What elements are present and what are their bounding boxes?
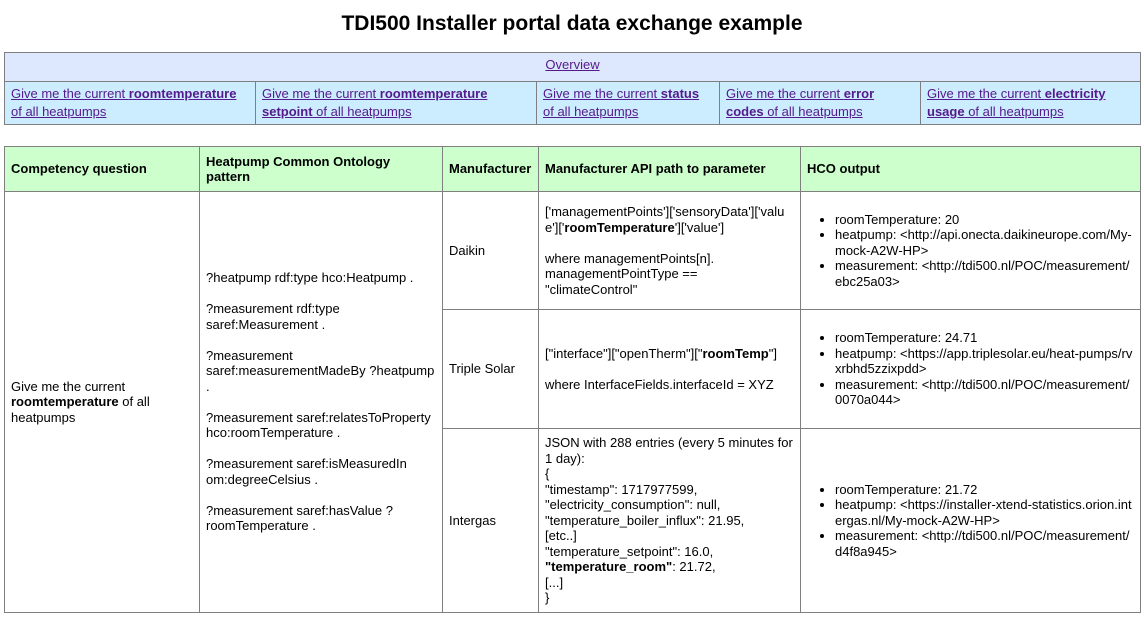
hco-output-cell <box>801 310 1141 429</box>
competency-question-cell: Give me the current roomtemperature of all heatpumps <box>5 192 200 613</box>
hco-output-cell <box>801 192 1141 310</box>
table-row <box>5 192 1141 310</box>
json-line: { <box>545 466 550 482</box>
json-line: "timestamp": 1717977599, <box>545 481 698 497</box>
output-list <box>807 212 1134 290</box>
api-where-clause: where managementPoints[n]. managementPointType == "climateControl" <box>545 250 715 297</box>
list-item: • roomTemperature: 20 <box>835 212 1134 228</box>
nav-link-status[interactable]: Give me the current status of all heatpumps <box>543 86 700 119</box>
page-title: TDI500 Installer portal data exchange example <box>341 12 803 35</box>
json-line: "temperature_boiler_influx": 21.95, <box>545 512 745 528</box>
list-item: • heatpump: <http://api.onecta.daikineurope.com/My-mock-A2W-HP> <box>835 227 1134 258</box>
hco-output-cell <box>801 429 1141 613</box>
json-line: } <box>545 590 550 606</box>
output-list <box>807 330 1134 408</box>
list-item: • heatpump: <https://installer-xtend-statistics.orion.intergas.nl/My-mock-A2W-HP> <box>835 497 1134 528</box>
pattern-line: ?measurement rdf:type saref:Measurement . <box>206 301 340 332</box>
navigation-table <box>4 52 1141 125</box>
header-manufacturer: Manufacturer <box>443 147 539 192</box>
header-competency: Competency question <box>5 147 200 192</box>
json-line: [etc..] <box>545 528 577 544</box>
output-list <box>807 482 1134 560</box>
list-item: • roomTemperature: 24.71 <box>835 330 1134 346</box>
overview-link[interactable]: Overview <box>545 57 600 72</box>
api-json-intro: JSON with 288 entries (every 5 minutes for 1 day): <box>545 435 793 466</box>
manufacturer-cell: Daikin <box>443 192 539 310</box>
pattern-line: ?heatpump rdf:type hco:Heatpump . <box>206 270 414 286</box>
ontology-pattern-cell <box>200 192 443 613</box>
api-path-cell <box>539 429 801 613</box>
json-line: [...] <box>545 574 564 590</box>
nav-link-roomtemperature[interactable]: Give me the current roomtemperature of all heatpumps <box>11 86 237 119</box>
nav-link-error-codes[interactable]: Give me the current error codes of all heatpumps <box>726 86 875 119</box>
pattern-line: ?measurement saref:measurementMadeBy ?heatpump . <box>206 347 435 394</box>
table-header-row <box>5 147 1141 192</box>
list-item: • measurement: <http://tdi500.nl/POC/measurement/ebc25a03> <box>835 258 1134 289</box>
manufacturer-cell: Triple Solar <box>443 310 539 429</box>
json-line: "temperature_room": 21.72, <box>545 559 716 575</box>
header-pattern: Heatpump Common Ontology pattern <box>200 147 443 192</box>
pattern-line: ?measurement saref:relatesToProperty hco:roomTemperature . <box>206 409 431 441</box>
header-api-path: Manufacturer API path to parameter <box>539 147 801 192</box>
list-item: • measurement: <http://tdi500.nl/POC/measurement/0070a044> <box>835 377 1134 408</box>
manufacturer-cell: Intergas <box>443 429 539 613</box>
header-hco-output: HCO output <box>801 147 1141 192</box>
nav-link-electricity-usage[interactable]: Give me the current electricity usage of all heatpumps <box>927 86 1106 119</box>
list-item: • roomTemperature: 21.72 <box>835 482 1134 498</box>
api-path-cell: ['managementPoints']['sensoryData']['value']['roomTemperature']['value'] where managementPoints[n]. managementPointType == "climateControl" <box>539 192 801 310</box>
pattern-line: ?measurement saref:hasValue ?roomTemperature . <box>206 502 393 534</box>
data-exchange-table <box>4 146 1141 613</box>
api-path-cell: ["interface"]["openTherm"]["roomTemp"] where InterfaceFields.interfaceId = XYZ <box>539 310 801 429</box>
list-item: • measurement: <http://tdi500.nl/POC/measurement/d4f8a945> <box>835 528 1134 559</box>
nav-link-roomtemperature-setpoint[interactable]: Give me the current roomtemperature setpoint of all heatpumps <box>262 86 488 119</box>
json-line: "electricity_consumption": null, <box>545 497 721 513</box>
pattern-line: ?measurement saref:isMeasuredIn om:degreeCelsius . <box>206 456 407 487</box>
api-where-clause: where InterfaceFields.interfaceId = XYZ <box>545 376 774 392</box>
list-item: • heatpump: <https://app.triplesolar.eu/heat-pumps/rvxrbhd5zzixpdd> <box>835 346 1134 377</box>
json-line: "temperature_setpoint": 16.0, <box>545 543 714 559</box>
